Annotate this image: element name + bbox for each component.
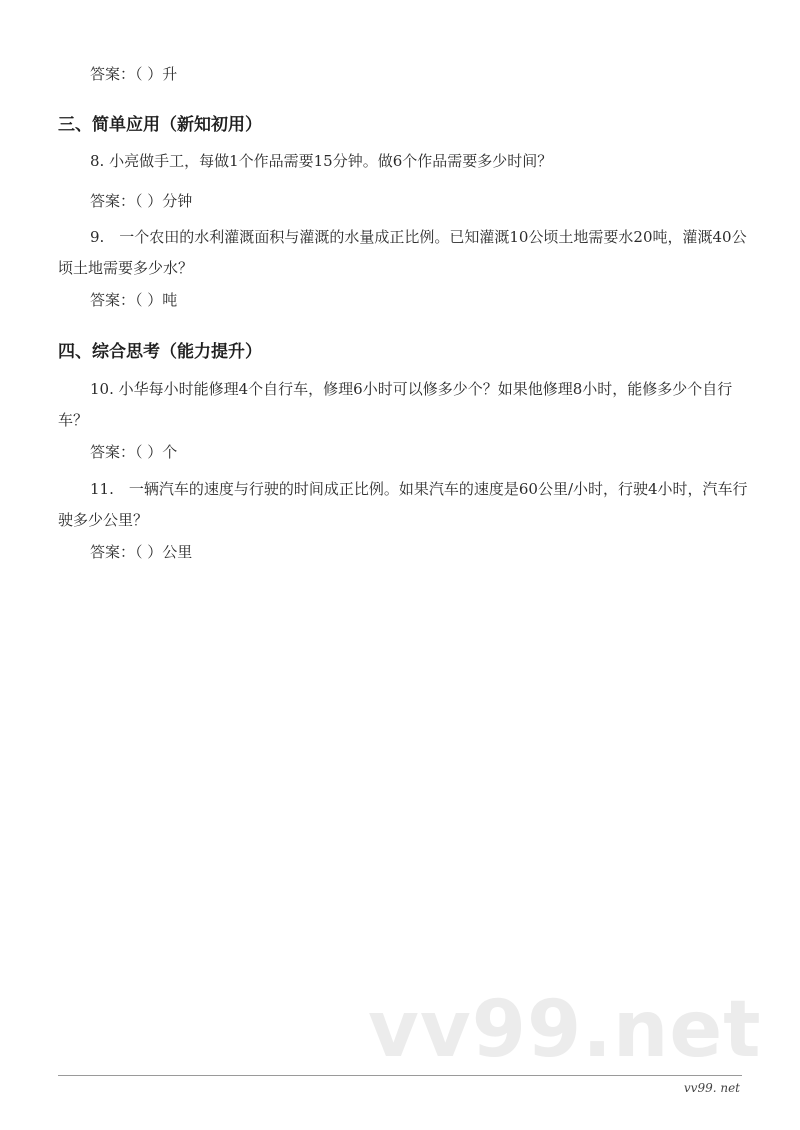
answer-line-9: 答案：（ ）吨 [90,291,178,309]
answer-line-7: 答案：（ ）升 [90,65,178,83]
footer-divider [58,1075,742,1076]
watermark: vv99.net [368,985,762,1075]
question-11: 11. 一辆汽车的速度与行驶的时间成正比例。如果汽车的速度是60公里/小时，行驶4小时，汽车行驶多少公里？ [58,480,748,529]
section-heading-4: 四、综合思考（能力提升） [58,342,262,362]
footer-site-label: vv99. net [683,1081,740,1095]
question-9: 9. 一个农田的水利灌溉面积与灌溉的水量成正比例。已知灌溉10公顷土地需要水20吨，灌溉40公顷土地需要多少水？ [58,228,747,277]
answer-line-8: 答案：（ ）分钟 [90,192,193,210]
question-8: 8. 小亮做手工，每做1个作品需要15分钟。做6个作品需要多少时间？ [90,152,553,170]
answer-line-11: 答案：（ ）公里 [90,543,193,561]
section-heading-3: 三、简单应用（新知初用） [58,115,262,135]
answer-line-10: 答案：（ ）个 [90,443,178,461]
question-10: 10. 小华每小时能修理4个自行车，修理6小时可以修多少个？如果他修理8小时，能修多少个自行车？ [58,380,733,429]
